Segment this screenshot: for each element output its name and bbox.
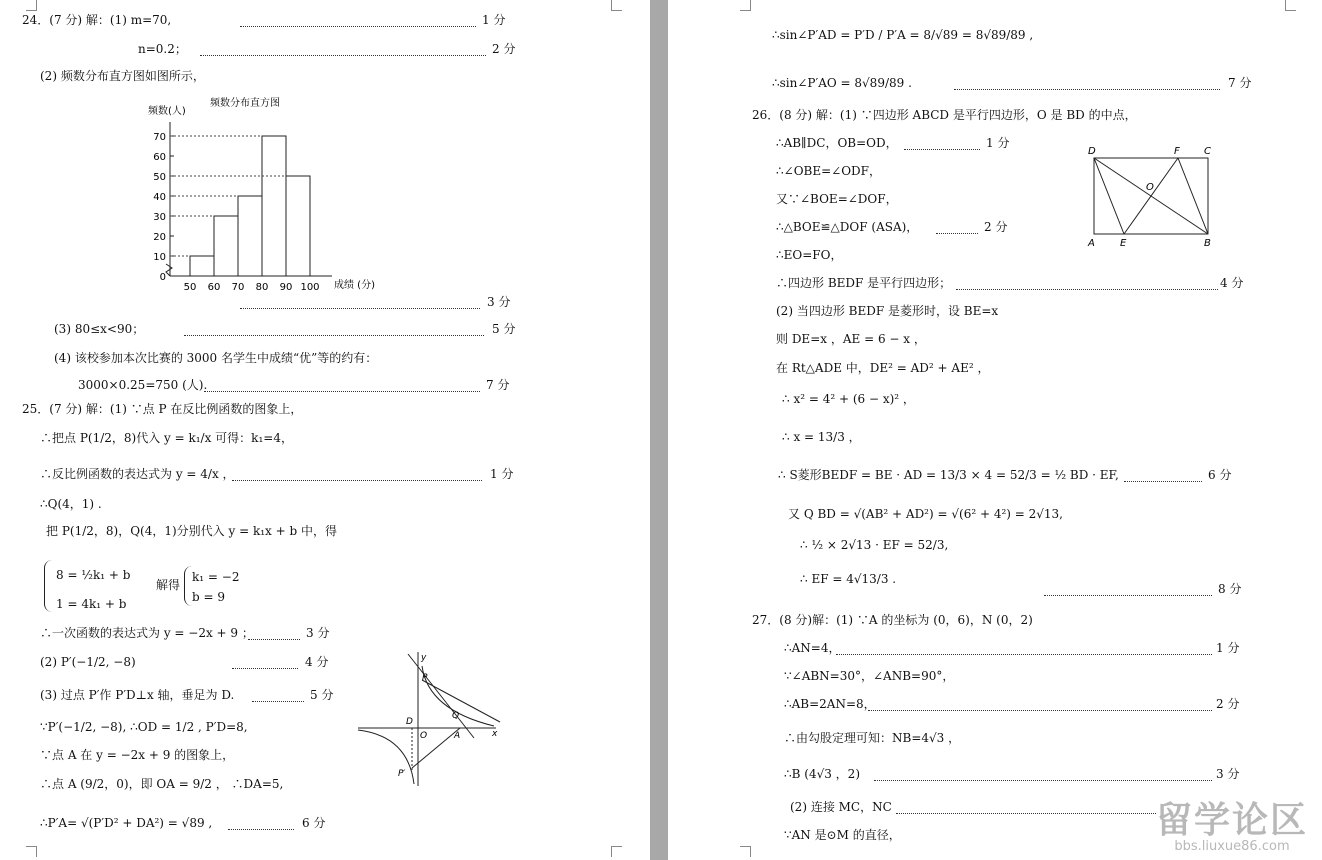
q26-line-16: ∴ EF = 4√13/3 . <box>800 572 897 586</box>
function-graph-figure <box>356 650 506 790</box>
q24-line-2: n=0.2； <box>138 42 187 56</box>
center-o-label: O <box>1146 182 1154 193</box>
leader-dots <box>956 288 1218 290</box>
leader-dots <box>232 479 482 481</box>
y-tick-label: 30 <box>153 212 166 223</box>
q25-line-7: ∴一次函数的表达式为 y = −2x + 9 ； <box>40 626 254 640</box>
leader-dots <box>184 334 484 336</box>
system-eq-1: 8 = ½k₁ + b <box>56 568 131 582</box>
leader-dots <box>936 232 978 234</box>
q27-line-1: 27．(8 分)解：(1) ∵A 的坐标为 (0，6)，N (0，2) <box>752 613 1033 627</box>
x-tick-label: 100 <box>300 282 320 293</box>
watermark-logo-text: 留学论区 <box>1155 800 1308 841</box>
leader-dots <box>204 390 480 392</box>
q26-line-13: ∴ S菱形BEDF = BE · AD = 13/3 × 4 = 52/3 = ½ BD · EF, <box>778 468 1119 482</box>
q25-line-10: ∵P′(−1/2, −8), ∴OD = 1/2 , P′D=8, <box>40 720 248 734</box>
origin-label: O <box>420 731 428 741</box>
q26-line-12: ∴ x = 13/3 ， <box>782 430 861 444</box>
sin-line-2: ∴sin∠P′AO = 8√89/89 . <box>772 76 912 90</box>
system-brace <box>44 560 55 612</box>
sin-line-1: ∴sin∠P′AD = P′D / P′A = 8/√89 = 8√89/89 , <box>772 28 1034 42</box>
leader-dots <box>228 828 294 830</box>
vertex-f-label: F <box>1174 146 1180 157</box>
chart-title: 频数分布直方图 <box>210 98 280 109</box>
crop-mark <box>26 0 37 11</box>
left-document-page <box>0 0 650 860</box>
histogram-bar-80-90 <box>262 136 286 276</box>
y-tick-label: 20 <box>153 232 166 243</box>
crop-mark <box>740 846 751 857</box>
q25-line-9: (3) 过点 P′作 P′D⊥x 轴，垂足为 D. <box>40 688 235 702</box>
q26-line-1: 26．(8 分) 解：(1) ∵四边形 ABCD 是平行四边形，O 是 BD 的中点， <box>752 108 1137 122</box>
score-label: 6 分 <box>1208 468 1232 482</box>
histogram-bar-70-80 <box>238 196 262 276</box>
leader-dots <box>1124 480 1202 482</box>
q24-line-5: (4) 该校参加本次比赛的 3000 名学生中成绩“优”等的约有： <box>54 351 378 365</box>
q25-line-8: (2) P′(−1/2, −8) <box>40 655 136 669</box>
leader-dots <box>868 709 1212 711</box>
score-label: 5 分 <box>310 688 334 702</box>
vertex-a-label: A <box>1088 238 1095 249</box>
score-label: 4 分 <box>305 655 329 669</box>
q26-line-3: ∴∠OBE=∠ODF， <box>776 164 882 178</box>
right-document-page <box>668 0 1322 860</box>
score-label: 5 分 <box>492 322 516 336</box>
leader-dots <box>240 25 476 27</box>
score-label: 3 分 <box>306 626 330 640</box>
q25-line-1: 25．(7 分) 解：(1) ∵点 P 在反比例函数的图象上， <box>22 402 303 416</box>
point-p-prime-label: P′ <box>398 769 406 779</box>
leader-dots <box>240 307 480 309</box>
score-label: 7 分 <box>486 378 510 392</box>
q26-line-6: ∴EO=FO， <box>776 248 843 262</box>
q26-line-15: ∴ ½ × 2√13 · EF = 52/3, <box>800 538 949 552</box>
leader-dots <box>896 812 1156 814</box>
score-label: 8 分 <box>1218 582 1242 596</box>
q24-line-4: (3) 80≤x<90； <box>54 322 145 336</box>
axis-break <box>166 264 172 276</box>
histogram-bar-60-70 <box>214 216 238 276</box>
point-q-label: Q <box>452 711 460 721</box>
crop-mark <box>611 846 622 857</box>
score-label: 3 分 <box>487 295 511 309</box>
histogram-bar-90-100 <box>286 176 310 276</box>
solution-k: k₁ = −2 <box>192 570 240 584</box>
watermark-url: bbs.liuxue86.com <box>1174 839 1290 854</box>
q25-line-11: ∵点 A 在 y = −2x + 9 的图象上， <box>40 748 235 762</box>
page-gap <box>650 0 668 860</box>
score-label: 4 分 <box>1220 276 1244 290</box>
x-tick-label: 80 <box>255 282 269 293</box>
crop-mark <box>26 846 37 857</box>
site-watermark <box>1156 802 1308 854</box>
x-tick-label: 50 <box>183 282 197 293</box>
crop-mark <box>611 0 622 11</box>
q27-line-3: ∵∠ABN=30°，∠ANB=90°， <box>784 669 955 683</box>
q27-line-5: ∴由勾股定理可知：NB=4√3 ， <box>784 731 961 745</box>
histogram-bar-50-60 <box>190 256 214 276</box>
score-label: 1 分 <box>986 136 1010 150</box>
score-label: 2 分 <box>984 220 1008 234</box>
q25-line-12: ∴点 A (9/2，0)，即 OA = 9/2 ， ∴DA=5, <box>40 777 284 791</box>
score-label: 2 分 <box>492 42 516 56</box>
solve-label: 解得 <box>156 578 181 592</box>
point-a-label: A <box>454 731 461 741</box>
score-label: 1 分 <box>1216 641 1240 655</box>
crop-mark <box>1285 0 1296 11</box>
y-tick-label: 70 <box>153 132 166 143</box>
y-tick-label: 40 <box>153 192 166 203</box>
q25-line-13: ∴P′A= √(P′D² + DA²) = √89 , <box>40 816 213 830</box>
leader-dots <box>1044 594 1212 596</box>
leader-dots <box>232 667 298 669</box>
q26-line-9: 则 DE=x ，AE = 6 − x ， <box>776 332 926 346</box>
q26-line-2: ∴AB∥DC，OB=OD， <box>776 136 898 150</box>
vertex-e-label: E <box>1120 238 1127 249</box>
y-tick-label: 10 <box>153 252 166 263</box>
q25-line-2: ∴把点 P(1/2，8)代入 y = k₁/x 可得：k₁=4， <box>40 431 293 445</box>
score-label: 1 分 <box>482 13 506 27</box>
x-tick-label: 90 <box>279 282 293 293</box>
q27-line-4: ∴AB=2AN=8， <box>784 697 876 711</box>
q26-line-11: ∴ x² = 4² + (6 − x)² ， <box>782 392 915 406</box>
x-tick-label: 70 <box>231 282 245 293</box>
crop-mark <box>740 0 751 11</box>
x-axis-label: x <box>492 729 498 739</box>
q26-line-4: 又∵∠BOE=∠DOF， <box>776 192 898 206</box>
y-tick-label: 0 <box>159 272 166 283</box>
leader-dots <box>874 779 1212 781</box>
vertex-d-label: D <box>1088 146 1096 157</box>
y-tick-label: 50 <box>153 172 166 183</box>
histogram-chart <box>140 92 400 292</box>
leader-dots <box>954 88 1220 90</box>
score-label: 3 分 <box>1216 767 1240 781</box>
parallelogram-figure <box>1086 142 1226 252</box>
solution-b: b = 9 <box>192 590 225 604</box>
q27-line-8: ∵AN 是⊙M 的直径， <box>784 828 901 842</box>
x-axis-title: 成绩 (分) <box>334 280 375 291</box>
q26-line-5: ∴△BOE≌△DOF (ASA)， <box>776 220 919 234</box>
q26-line-7: ∴四边形 BEDF 是平行四边形； <box>776 276 952 290</box>
leader-dots <box>904 148 980 150</box>
leader-dots <box>836 653 1212 655</box>
q27-line-7: (2) 连接 MC，NC <box>790 800 892 814</box>
score-label: 1 分 <box>490 467 514 481</box>
score-label: 2 分 <box>1216 697 1240 711</box>
point-p-label: P <box>422 673 428 683</box>
y-axis-title: 频数(人) <box>148 106 186 117</box>
vertex-c-label: C <box>1204 146 1211 157</box>
leader-dots <box>200 54 486 56</box>
x-tick-label: 60 <box>207 282 221 293</box>
q24-line-3: (2) 频数分布直方图如图所示， <box>40 69 205 83</box>
q24-line-1: 24．(7 分) 解：(1) m=70, <box>22 13 172 27</box>
q27-line-2: ∴AN=4， <box>784 641 841 655</box>
score-label: 6 分 <box>302 816 326 830</box>
score-label: 7 分 <box>1228 76 1252 90</box>
q26-line-14: 又 Q BD = √(AB² + AD²) = √(6² + 4²) = 2√13, <box>788 507 1063 521</box>
q25-line-3: ∴反比例函数的表达式为 y = 4/x ， <box>40 467 235 481</box>
q26-line-8: (2) 当四边形 BEDF 是菱形时，设 BE=x <box>776 304 999 318</box>
leader-dots <box>252 700 304 702</box>
leader-dots <box>248 638 300 640</box>
y-axis-label: y <box>421 653 427 663</box>
system-eq-2: 1 = 4k₁ + b <box>56 597 127 611</box>
q25-line-5: 把 P(1/2，8)，Q(4，1)分别代入 y = k₁x + b 中，得 <box>46 524 337 538</box>
q25-line-4: ∴Q(4，1) . <box>40 497 102 511</box>
q26-line-10: 在 Rt△ADE 中，DE² = AD² + AE² ， <box>776 361 990 375</box>
point-d-label: D <box>406 717 413 727</box>
y-tick-label: 60 <box>153 152 166 163</box>
vertex-b-label: B <box>1204 238 1211 249</box>
q27-line-6: ∴B (4√3 ，2) <box>784 767 860 781</box>
q24-line-6: 3000×0.25=750 (人). <box>78 378 208 392</box>
